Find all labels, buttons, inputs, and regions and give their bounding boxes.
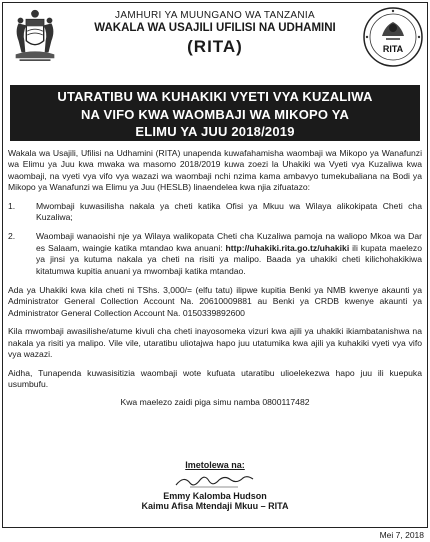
contact-line: Kwa maelezo zaidi piga simu namba 0800117482 — [120, 397, 310, 408]
title-banner — [10, 85, 420, 141]
publication-date: Mei 7, 2018 — [379, 530, 424, 540]
list-text-after-url: ili kupata maelezo ya jinsi ya kutuma nakala ya cheti na risiti ya malipo. Baada ya uhakiki cheti kilichohakikiwa kitatumwa kupitia anuani ya mwombaji katika mtandao. — [36, 242, 422, 276]
title-line-2: NA VIFO KWA WAOMBAJI WA MIKOPO YA — [80, 106, 350, 122]
header-country: JAMHURI YA MUUNGANO WA TANZANIA — [115, 10, 315, 21]
header-agency: WAKALA WA USAJILI UFILISI NA UDHAMINI — [94, 22, 336, 34]
issued-by-label: Imetolewa na: — [185, 460, 245, 470]
fee-paragraph: Ada ya Uhakiki kwa kila cheti ni TShs. 3,000/= (elfu tatu) ilipwe kupitia Benki ya NMB kwenye akaunti ya Administrator General Collection Account Na. 20610009881 au Benki ya CRDB kwenye akaunti ya Administrator General Collection Account Na. 0150339892600 — [8, 285, 422, 318]
list-text — [36, 231, 422, 277]
uhakiki-url-link[interactable]: http://uhakiki.rita.go.tz/uhakiki — [225, 242, 350, 253]
signatory-name: Emmy Kalomba Hudson — [163, 491, 267, 501]
signatory-title: Kaimu Afisa Mtendaji Mkuu – RITA — [141, 501, 289, 511]
rita-logo-text: RITA — [382, 44, 404, 54]
list-number: 2. — [8, 231, 16, 242]
list-item — [8, 201, 422, 224]
signature-block — [0, 460, 430, 511]
compliance-paragraph: Aidha, Tunapenda kuwasisitizia waombaji wote kufuata utaratibu ulioelekezwa hapo juu ili kuepuka usumbufu. — [8, 367, 422, 389]
header-acronym: (RITA) — [187, 37, 243, 56]
list-text-before-url: Waombaji wanaoishi nje ya Wilaya walikopata Cheti cha Kuzaliwa pamoja na waliopo Mkoa wa Dar es Salaam, waingie katika mtandao kwa anuani: — [36, 231, 422, 253]
list-item — [8, 231, 422, 277]
list-text: Mwombaji kuwasilisha nakala ya cheti katika Ofisi ya Mkuu wa Wilaya alikokipata Cheti cha Kuzaliwa; — [36, 200, 422, 223]
title-line-3: ELIMU YA JUU 2018/2019 — [135, 124, 295, 139]
list-number: 1. — [8, 200, 16, 211]
notice-body — [8, 148, 422, 416]
header — [0, 6, 430, 57]
handwritten-signature-icon — [170, 472, 260, 490]
title-line-1: UTARATIBU WA KUHAKIKI VYETI VYA KUZALIWA — [57, 89, 373, 104]
submission-paragraph: Kila mwombaji awasilishe/atume kivuli cha cheti inayosomeka vizuri kwa ajili ya uhakiki ikiambatanishwa na nakala ya risiti ya malipo. Vile vile, utaratibu uliotajwa hapo juu utatumika kwa ajili ya kuhakiki vyeti vya vifo vya wazazi. — [8, 326, 422, 360]
intro-paragraph: Wakala wa Usajili, Ufilisi na Udhamini (RITA) unapenda kuwafahamisha waombaji wa Mikopo ya Wanafunzi wa Elimu ya Juu kwa mwaka wa masomo 2018/2019 kuwa zoezi la Uhakiki wa Vyeti vya Kuzaliwa kwa waombaji, na vyeti vya vifo vya wazazi wa waombaji nchi nzima kama ambavyo tumekubaliana na Bodi ya Mikopo ya Wanafunzi wa Elimu ya Juu (HESLB) linaendelea kwa njia zifuatazo: — [8, 148, 422, 193]
